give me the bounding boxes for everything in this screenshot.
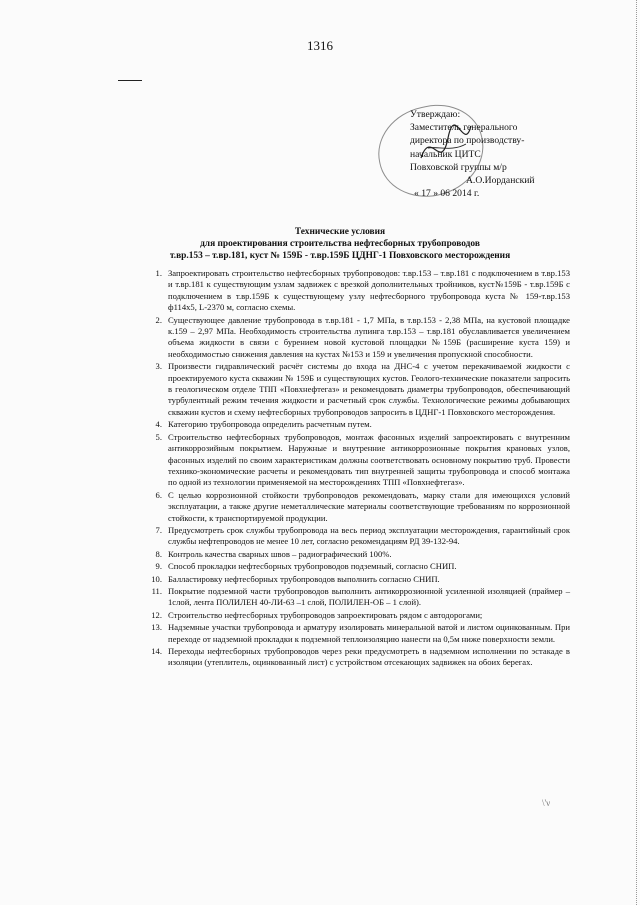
condition-number: 5. <box>155 431 162 442</box>
condition-text: Предусмотреть срок службы трубопровода на весь период эксплуатации месторождения, гарантийный срок службы нефтепроводов не менее 10 лет, согласно рекомендациям РД 39-132-94. <box>168 524 570 547</box>
condition-text: Балластировку нефтесборных трубопроводов выполнить согласно СНИП. <box>168 573 440 584</box>
approval-line: Повховской группы м/р <box>410 161 507 173</box>
condition-number: 10. <box>151 573 162 584</box>
condition-item <box>146 586 570 609</box>
condition-text: Покрытие подземной части трубопроводов выполнить антикоррозионной усиленной изоляцией (праймер –1слой, лента ПОЛИЛЕН 40-ЛИ-63 –1 слой, ПОЛИЛЕН-ОБ – 1 слой). <box>168 585 570 608</box>
condition-item <box>146 574 570 585</box>
condition-number: 1. <box>155 268 162 278</box>
approval-line: Заместитель генерального <box>410 122 518 134</box>
condition-number: 7. <box>155 524 162 535</box>
condition-item <box>146 610 570 621</box>
condition-item <box>146 315 570 361</box>
condition-number: 13. <box>151 622 162 633</box>
condition-number: 12. <box>151 609 162 620</box>
approval-signer: А.О.Иорданский <box>466 175 535 187</box>
condition-text: Строительство нефтесборных трубопроводов запроектировать рядом с автодорогами; <box>168 609 483 620</box>
condition-text: Строительство нефтесборных трубопроводов, монтаж фасонных изделий запроектировать с внутренним антикоррозийным покрытием. Наружные и внутренние антикоррозионные покрытия крановых узлов, фасонных изделий по своим характеристикам должны соответствовать основному покрытию труб. Провести технико-экономические расчеты и рекомендовать тип внутренней защиты трубопровода и способ монтажа по одной из технологии применяемой на месторождениях ТПП «Повхнефтегаз». <box>168 431 570 488</box>
condition-item <box>146 268 570 314</box>
condition-item <box>146 622 570 645</box>
condition-number: 4. <box>155 419 162 430</box>
condition-item <box>146 490 570 524</box>
approval-line: Утверждаю: <box>410 109 461 120</box>
condition-item <box>146 432 570 489</box>
approval-line: директора по производству- <box>410 135 525 147</box>
conditions-list <box>146 268 570 670</box>
approval-date: « 17 » 06 2014 г. <box>414 188 480 200</box>
margin-scribble: \'ν <box>542 798 551 808</box>
margin-mark <box>118 80 142 81</box>
document-title <box>120 226 560 262</box>
condition-number: 9. <box>155 561 162 572</box>
condition-text: Запроектировать строительство нефтесборных трубопроводов: т.вр.153 – т.вр.181 с подключением в т.вр.153 и т.вр.181 к существующим узлам задвижек с врезкой дополнительных тройников, куст№159Б - т.вр.159Б с подключением в т.вр.159Б к существующему узлу нефтесборного трубопровода куста № 159-т.вр.153 ф114х5, L-2370 м, согласно схемы. <box>168 268 570 313</box>
condition-number: 11. <box>151 585 162 596</box>
condition-number: 3. <box>155 361 162 372</box>
condition-item <box>146 561 570 572</box>
condition-number: 14. <box>151 646 162 656</box>
condition-text: Надземные участки трубопровода и арматуру изолировать минеральной ватой и листом оцинкованным. При переходе от надземной прокладки к подземной теплоизоляцию нанести на 0,5м ниже поверхности земли. <box>168 622 570 644</box>
condition-number: 2. <box>155 314 162 325</box>
approval-line: начальник ЦИТС <box>410 148 481 160</box>
condition-item <box>146 419 570 430</box>
page-number: 1316 <box>307 38 333 53</box>
title-line-1: Технические условия <box>294 227 386 237</box>
condition-item <box>146 525 570 548</box>
approval-block <box>410 108 610 200</box>
condition-item <box>146 361 570 418</box>
condition-text: Переходы нефтесборных трубопроводов через реки предусмотреть в надземном исполнении по эстакаде в изоляции (утеплитель, оцинкованный лист) с устройством отсекающих задвижек на обоих берегах. <box>168 646 570 668</box>
condition-number: 8. <box>155 548 162 559</box>
condition-text: Произвести гидравлический расчёт системы до входа на ДНС-4 с учетом перекачиваемой жидкости с проектируемого куста скважин № 159Б и существующих кустов. Геолого-технические показатели запросить в геологическом отделе ТПП «Повхнефтегаз» и рекомендовать диаметры трубопроводов, обеспечивающий турбулентный режим течения жидкости и расчетный срок службы. Технологические режимы добывающих скважин кустов и схему нефтесборных трубопроводов запросить в ЦДНГ-1 Повховского месторождения. <box>168 361 570 417</box>
title-line-3: т.вр.153 – т.вр.181, куст № 159Б - т.вр.159Б ЦДНГ-1 Повховского месторождения <box>169 251 511 261</box>
condition-text: С целью коррозионной стойкости трубопроводов рекомендовать, марку стали для имеющихся условий эксплуатации, а также другие неметаллические материалы соответствующие требованиям по коррозионной стойкости, к транспортируемой продукции. <box>168 489 570 523</box>
title-line-2: для проектирования строительства нефтесборных трубопроводов <box>200 239 480 249</box>
condition-text: Способ прокладки нефтесборных трубопроводов подземный, согласно СНИП. <box>168 561 457 572</box>
condition-text: Контроль качества сварных швов – радиографический 100%. <box>168 548 392 559</box>
condition-item <box>146 549 570 560</box>
condition-text: Категорию трубопровода определить расчетным путем. <box>168 419 372 430</box>
condition-item <box>146 646 570 669</box>
condition-number: 6. <box>155 489 162 500</box>
condition-text: Существующее давление трубопровода в т.вр.181 - 1,7 МПа, в т.вр.153 - 2,38 МПа, на кустовой площадке к.159 – 2,97 МПа. Необходимость строительства лупинга т.вр.153 – т.вр.181 обуславливается увеличением объема жидкости в связи с бурением новой кустовой площадки №159Б (расширение куста 159) и необходимостью снижения давления на кустах №153 и 159 и увеличения пропускной способности. <box>168 314 570 359</box>
scan-edge <box>633 0 637 905</box>
